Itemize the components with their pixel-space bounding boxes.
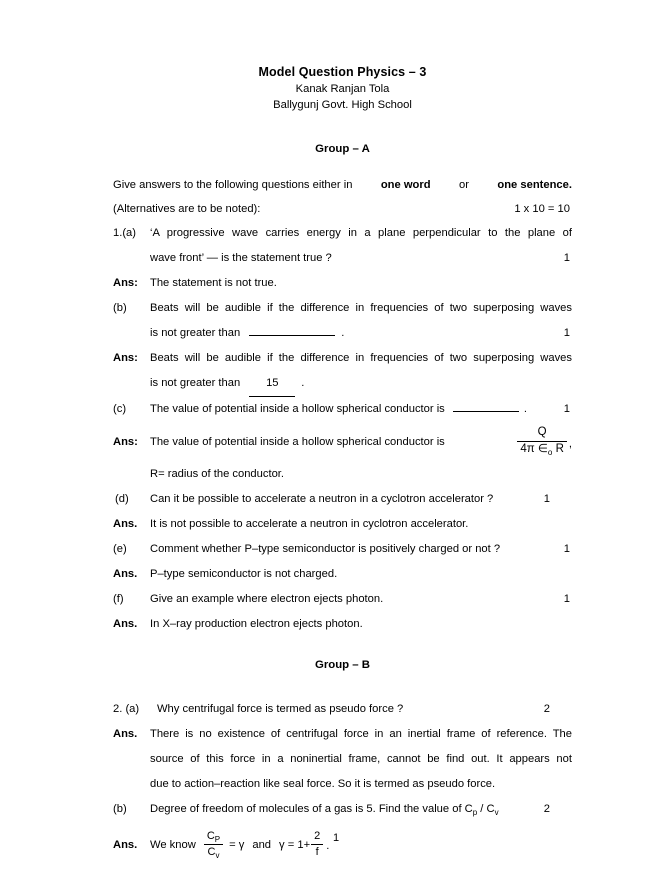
instruction-text-or: or [459,179,469,191]
question-1b-text-line1: Beats will be audible if the difference in frequencies of two superposing waves [150,302,572,314]
question-1c-marks: 1 [563,403,570,415]
instruction-bold-one-word: one word [380,179,431,191]
cv-denominator-main: C [207,845,216,858]
answer-1d-label: Ans. [113,518,138,530]
question-1f-marks: 1 [563,593,570,605]
answer-1f-text: In X–ray production electron ejects photon. [150,618,363,630]
question-2a-text: Why centrifugal force is termed as pseudo force ? [157,703,404,715]
answer-1c-text-pre: The value of potential inside a hollow spherical conductor is [150,436,445,448]
instruction-text-part1: Give answers to the following questions either in [113,179,353,191]
question-2b-text-pre: Degree of freedom of molecules of a gas is 5. Find the value of C [150,803,473,815]
question-1f [113,587,572,612]
answer-1d [113,512,572,537]
question-1a [113,221,572,271]
answer-1e-label: Ans. [113,568,138,580]
question-1a-marks: 1 [563,252,570,264]
answer-2b-label: Ans. [113,839,138,851]
answer-1a [113,271,572,296]
question-2b-label: (b) [113,803,127,815]
formula-denominator-main: 4π ∈ [520,442,548,455]
question-1b-text-line2-pre: is not greater than [150,327,241,339]
question-1d-label: (d) [115,493,129,505]
question-2a [113,697,572,722]
group-b-heading: Group – B [314,659,371,671]
answer-1c [113,422,572,462]
question-1a-label: 1.(a) [113,227,137,239]
potential-formula [517,426,567,455]
answer-2b [113,822,572,868]
question-1c-blank [453,401,519,412]
question-2a-marks: 2 [543,703,550,715]
answer-1f-label: Ans. [113,618,138,630]
question-1b-label: (b) [113,302,127,314]
answer-1b-line2-post: . [301,377,305,389]
answer-2b-and: and [252,839,272,851]
answer-1e [113,562,572,587]
question-1c [113,397,572,422]
formula-numerator: Q [517,426,567,441]
question-2b-text-mid: / C [477,803,495,815]
question-2b [113,797,572,822]
question-1b-text-line2-post: . [341,327,345,339]
cp-numerator-sub: P [214,834,221,844]
formula-trailing-comma: , [568,437,572,450]
cp-numerator-main: C [206,829,215,842]
question-1e-label: (e) [113,543,127,555]
question-1b-marks: 1 [563,327,570,339]
question-1e [113,537,572,562]
answer-1d-text: It is not possible to accelerate a neutron in cyclotron accelerator. [150,518,469,530]
question-1d [113,487,572,512]
question-1d-marks: 1 [543,493,550,505]
answer-1e-text: P–type semiconductor is not charged. [150,568,338,580]
f-denominator: f [315,845,319,858]
answer-1c-note: R= radius of the conductor. [150,468,285,480]
school-name: Ballygunj Govt. High School [273,99,412,111]
author-name: Kanak Ranjan Tola [295,83,390,95]
question-2a-label: 2. (a) [113,703,140,715]
question-1e-text: Comment whether P–type semiconductor is positively charged or not ? [150,543,501,555]
formula-denominator-tail: R [555,442,564,455]
instruction-bold-one-sentence: one sentence. [497,179,572,191]
answer-1c-note-row [113,462,572,487]
answer-1b-label: Ans: [113,352,138,364]
formula-denominator [517,442,567,456]
instruction-row-1 [113,173,572,197]
answer-1b-line1: Beats will be audible if the difference in frequencies of two superposing waves [150,352,572,364]
document-content [113,64,572,868]
answer-2a-label: Ans. [113,728,138,740]
group-a-heading: Group – A [315,143,370,155]
answer-1a-text: The statement is not true. [150,277,277,289]
page-title: Model Question Physics – 3 [258,65,427,79]
instruction-marks: 1 x 10 = 10 [514,203,570,215]
question-1a-text-line1: ‘A progressive wave carries energy in a plane perpendicular to the plane of [150,227,572,239]
answer-1a-label: Ans: [113,277,138,289]
answer-2a-line1: There is no existence of centrifugal force in an inertial frame of reference. The [150,728,572,740]
answer-2b-equation-1: = γ [229,839,245,851]
cv-denominator-sub: v [215,850,220,860]
answer-1f [113,612,572,637]
question-1f-label: (f) [113,593,124,605]
answer-2b-period: . [326,840,330,853]
question-1b [113,296,572,346]
page-number: 1 [332,832,340,844]
question-1d-text: Can it be possible to accelerate a neutron in a cyclotron accelerator ? [150,493,494,505]
answer-1b-line2-pre: is not greater than [150,377,241,389]
two-numerator: 2 [311,830,323,845]
question-1e-marks: 1 [563,543,570,555]
cp-cv-denominator [204,845,223,859]
question-1a-text-line2: wave front’ — is the statement true ? [150,252,332,264]
question-1c-text-pre: The value of potential inside a hollow spherical conductor is [150,403,445,415]
answer-2a-line2: source of this force in a noninertial frame, cannot be find out. It appears not [150,753,572,765]
question-2b-marks: 2 [543,803,550,815]
answer-2b-text-pre: We know [150,839,196,851]
answer-2a-line3: due to action–reaction like seal force. So it is termed as pseudo force. [150,778,496,790]
question-1b-blank [249,325,335,336]
instruction-row-2 [113,197,572,221]
answer-1b [113,346,572,397]
answer-2a [113,722,572,797]
answer-1c-label: Ans: [113,436,138,448]
answer-1b-blank-value: 15 [249,371,295,397]
question-2b-sub-v: v [494,808,499,817]
instruction-alternatives: (Alternatives are to be noted): [113,203,261,215]
question-1f-text: Give an example where electron ejects photon. [150,593,384,605]
question-1c-label: (c) [113,403,127,415]
question-2b-sub-p: p [472,808,478,817]
answer-2b-equation-2: γ = 1+ [279,839,311,851]
formula-denominator-sub: o [547,447,553,457]
question-1c-text-post: . [523,403,527,415]
